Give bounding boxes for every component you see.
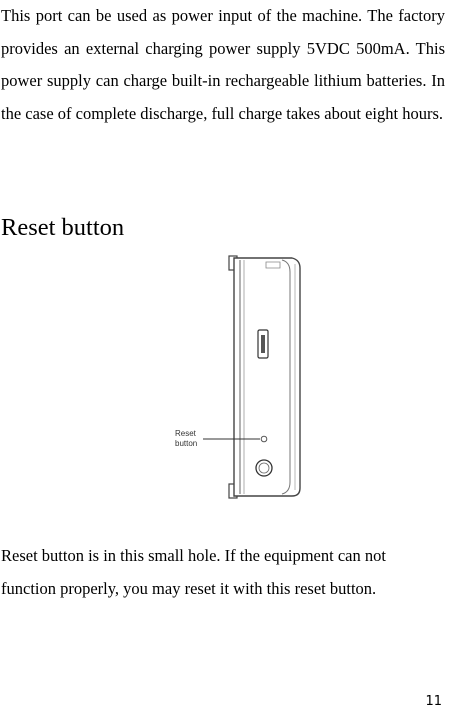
section-heading: Reset button — [1, 214, 125, 241]
reset-paragraph: Reset button is in this small hole. If the equipment can not function properly, you may reset it with this reset button. — [1, 546, 386, 598]
reset-callout-label-2: button — [175, 439, 198, 448]
page-number: 11 — [425, 694, 442, 709]
device-side-illustration — [170, 254, 310, 500]
reset-hole-icon — [261, 436, 267, 442]
round-button-icon — [256, 460, 272, 476]
intro-paragraph: This port can be used as power input of the machine. The factory provides an external charging power supply 5VDC 500mA. This power supply can charge built-in rechargeable lithium batteries. In the case of complete discharge, full charge takes about eight hours. — [1, 6, 445, 123]
reset-callout-label-1: Reset — [175, 429, 196, 438]
usb-port-icon — [258, 330, 268, 358]
